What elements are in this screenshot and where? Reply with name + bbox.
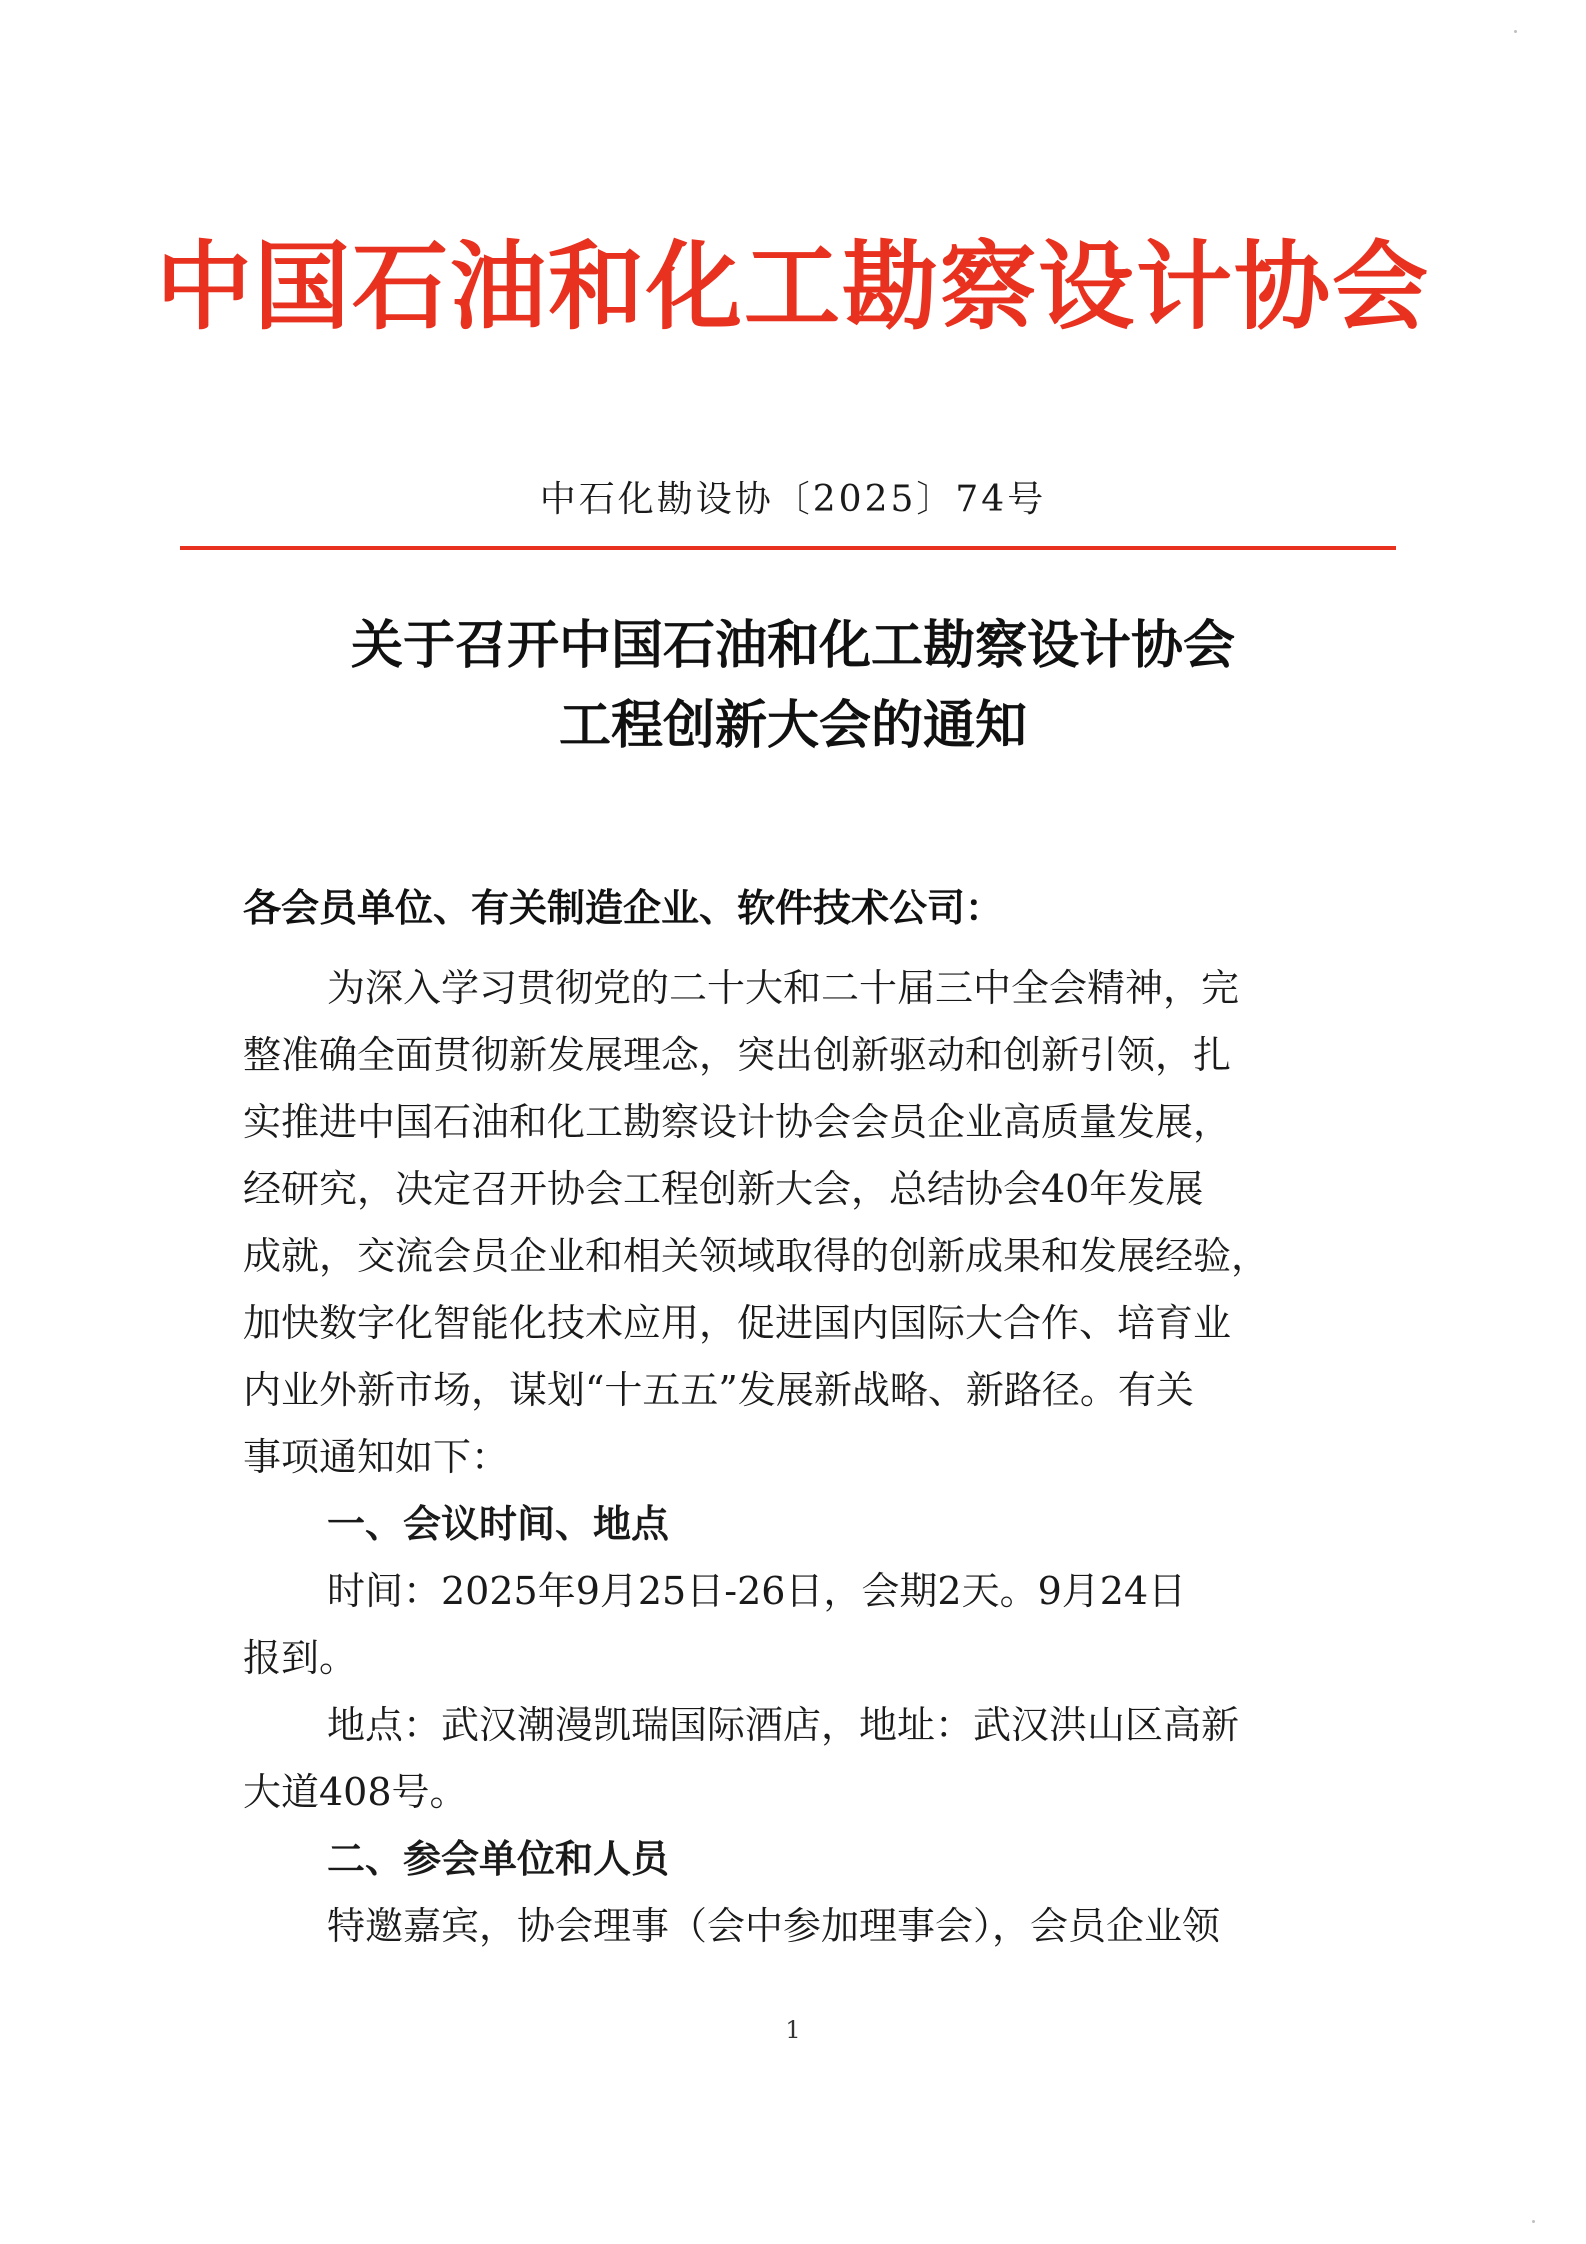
body-line-location-cont: 大道408号。: [243, 1770, 468, 1814]
body-line-7: 内业外新市场，谋划“十五五”发展新战略、新路径。有关: [243, 1368, 1194, 1412]
body-line-4: 经研究，决定召开协会工程创新大会，总结协会40年发展: [243, 1167, 1204, 1211]
scan-speck: [1514, 30, 1517, 33]
body-line-participants: 特邀嘉宾，协会理事（会中参加理事会），会员企业领: [327, 1904, 1221, 1948]
section-heading-1: 一、会议时间、地点: [327, 1502, 670, 1546]
body-line-3: 实推进中国石油和化工勘察设计协会会员企业高质量发展，: [243, 1100, 1232, 1144]
body-line-6: 加快数字化智能化技术应用，促进国内国际大合作、培育业: [243, 1301, 1232, 1345]
body-line-1: 为深入学习贯彻党的二十大和二十届三中全会精神，完: [327, 966, 1240, 1010]
body-line-2: 整准确全面贯彻新发展理念，突出创新驱动和创新引领，扎: [243, 1033, 1232, 1077]
organization-letterhead: 中国石油和化工勘察设计协会: [156, 230, 1430, 343]
body-line-time-cont: 报到。: [243, 1636, 358, 1680]
body-line-location: 地点：武汉潮漫凯瑞国际酒店，地址：武汉洪山区高新: [327, 1703, 1240, 1747]
body-line-8: 事项通知如下：: [243, 1435, 510, 1479]
body-line-time: 时间：2025年9月25日-26日，会期2天。9月24日: [327, 1569, 1187, 1613]
notice-title-line-1: 关于召开中国石油和化工勘察设计协会: [350, 616, 1235, 676]
page-number: 1: [785, 2016, 801, 2044]
scan-speck: [1532, 2220, 1535, 2223]
body-line-5: 成就，交流会员企业和相关领域取得的创新成果和发展经验，: [243, 1234, 1270, 1278]
salutation: 各会员单位、有关制造企业、软件技术公司：: [243, 886, 1004, 930]
section-heading-2: 二、参会单位和人员: [327, 1837, 670, 1881]
document-number: 中石化勘设协〔2025〕74号: [539, 479, 1047, 520]
notice-title-line-2: 工程创新大会的通知: [558, 696, 1027, 756]
red-divider-line: [180, 546, 1396, 550]
